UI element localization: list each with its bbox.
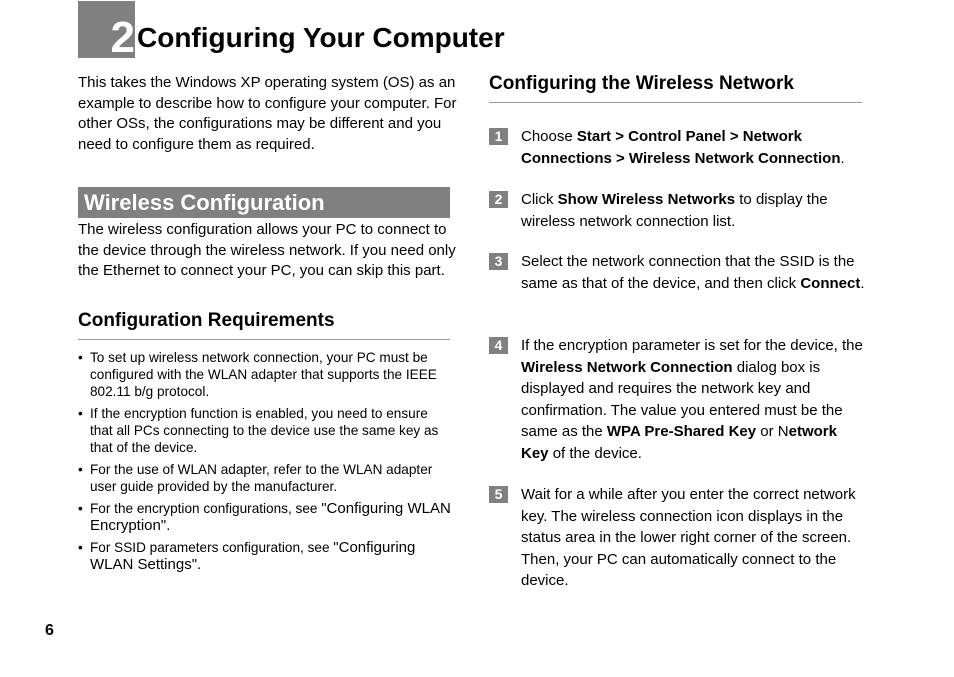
requirements-heading: Configuration Requirements xyxy=(78,310,450,340)
list-item xyxy=(78,461,452,495)
step-number-badge: 1 xyxy=(489,128,508,145)
wireless-network-heading: Configuring the Wireless Network xyxy=(489,73,862,103)
bullet-icon: • xyxy=(78,462,83,477)
list-item xyxy=(78,500,452,534)
step-number-badge: 2 xyxy=(489,191,508,208)
list-item xyxy=(78,539,452,573)
cross-reference-link[interactable]: "Configuring WLAN Settings". xyxy=(90,539,416,573)
list-item-text: For the encryption configurations, see xyxy=(90,501,322,516)
intro-paragraph: This takes the Windows XP operating system (OS) as an example to describe how to configure your computer. For other OSs, the configurations may be different and you need to configure them as required. xyxy=(78,74,457,154)
cross-reference-link[interactable]: "Configuring WLAN Encryption". xyxy=(90,500,451,534)
bullet-icon: • xyxy=(78,406,83,421)
chapter-title: Configuring Your Computer xyxy=(137,22,505,53)
step-number-badge: 4 xyxy=(489,337,508,354)
bullet-icon: • xyxy=(78,501,83,516)
step-text: Choose Start > Control Panel > Network Connections > Wireless Network Connection. xyxy=(521,128,845,167)
list-item xyxy=(78,349,452,400)
step-number-badge: 3 xyxy=(489,253,508,270)
step-text: Wait for a while after you enter the correct network key. The wireless connection icon displays in the status area in the lower right corner of the screen. Then, your PC can automatically connect to the device. xyxy=(521,486,856,590)
chapter-number: 2 xyxy=(78,1,135,58)
bullet-icon: • xyxy=(78,350,83,365)
list-item-text: For SSID parameters configuration, see xyxy=(90,540,334,555)
list-item-text: If the encryption function is enabled, you need to ensure that all PCs connecting to the device use the same key as that of the device. xyxy=(90,406,439,455)
requirements-list xyxy=(78,349,452,578)
step-text: Click Show Wireless Networks to display the wireless network connection list. xyxy=(521,191,828,230)
list-item-text: To set up wireless network connection, your PC must be configured with the WLAN adapter that supports the IEEE 802.11 b/g protocol. xyxy=(90,350,437,399)
step-text: Select the network connection that the SSID is the same as that of the device, and then click Connect. xyxy=(521,253,865,292)
page-number: 6 xyxy=(45,622,54,639)
list-item-text: For the use of WLAN adapter, refer to the WLAN adapter user guide provided by the manufacturer. xyxy=(90,462,433,494)
step-number-badge: 5 xyxy=(489,486,508,503)
section-banner: Wireless Configuration xyxy=(78,187,450,218)
list-item xyxy=(78,405,452,456)
bullet-icon: • xyxy=(78,540,83,555)
wireless-config-description-container xyxy=(78,220,456,282)
step-text: If the encryption parameter is set for the device, the Wireless Network Connection dialog box is displayed and requires the network key and confirmation. The value you entered must be the same as the WPA Pre-Shared Key or Network Key of the device. xyxy=(521,337,863,462)
intro-paragraph-container xyxy=(78,73,458,156)
wireless-config-description: The wireless configuration allows your PC to connect to the device through the wireless network. If you need only the Ethernet to connect your PC, you can skip this part. xyxy=(78,221,456,280)
